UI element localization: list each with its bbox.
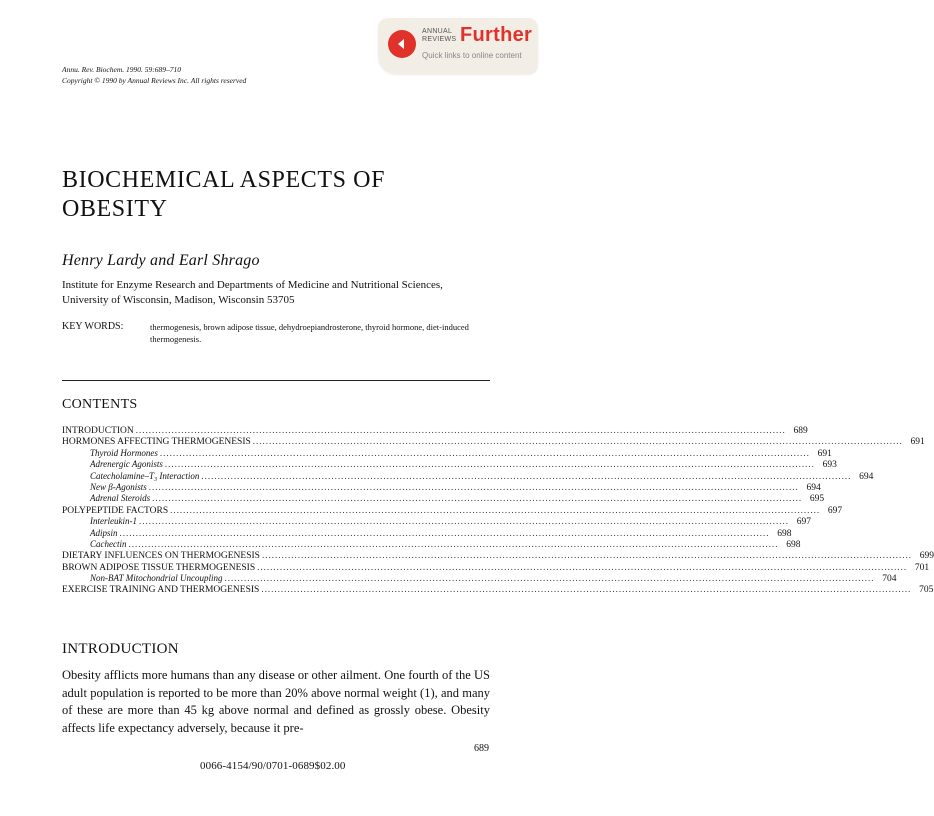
title-line-2: OBESITY	[62, 196, 168, 222]
toc-entry-label: New β-Agonists	[90, 481, 147, 492]
toc-entry	[62, 447, 832, 459]
toc-entry-label: Adipsin	[90, 527, 118, 538]
journal-citation	[62, 64, 246, 86]
toc-entry	[62, 538, 801, 550]
toc-leader-dots: ........................................................................................................................................................................................................	[128, 538, 779, 549]
toc-entry	[62, 459, 837, 471]
toc-entry-label: BROWN ADIPOSE TISSUE THERMOGENESIS	[62, 562, 256, 573]
section-divider	[62, 380, 490, 381]
toc-entry	[62, 584, 934, 596]
toc-entry-page: 698	[777, 528, 792, 539]
badge-reviews-text: REVIEWS	[422, 36, 457, 43]
article-title	[62, 166, 385, 224]
toc-entry	[62, 436, 925, 448]
affiliation-line-1: Institute for Enzyme Research and Departments of Medicine and Nutritional Sciences,	[62, 279, 443, 291]
toc-entry-page: 689	[793, 426, 808, 436]
affiliation-line-2: University of Wisconsin, Madison, Wisconsin 53705	[62, 294, 295, 306]
citation-line-1: Annu. Rev. Biochem. 1990. 59:689–710	[62, 65, 182, 74]
page-number: 689	[474, 743, 489, 754]
toc-entry-label: Non-BAT Mitochondrial Uncoupling	[90, 573, 223, 584]
toc-leader-dots: ........................................................................................................................................................................................................	[148, 481, 799, 492]
badge-publisher-name	[422, 28, 460, 44]
article-authors: Henry Lardy and Earl Shrago	[62, 252, 260, 269]
toc-entry-page: 699	[919, 551, 934, 562]
toc-entry-label: Thyroid Hormones	[90, 447, 158, 458]
badge-subtitle: Quick links to online content	[422, 51, 522, 60]
toc-entry-label: Interleukin-1	[90, 516, 137, 527]
toc-leader-dots: ........................................................................................................................................................................................................	[201, 470, 852, 481]
title-line-1: BIOCHEMICAL ASPECTS OF	[62, 167, 386, 193]
toc-leader-dots: ........................................................................................................................................................................................................	[135, 425, 786, 435]
introduction-paragraph: Obesity afflicts more humans than any disease or other ailment. One fourth of the US adult population is reported to be more than 20% above normal weight (1), and many of these are more than 45 kg above normal and defined as grossly obese. Obesity affects life expectancy adversely, because it pre-	[62, 668, 490, 735]
citation-line-2: Copyright © 1990 by Annual Reviews Inc. All rights reserved	[62, 76, 247, 85]
toc-leader-dots: ........................................................................................................................................................................................................	[261, 584, 912, 595]
keywords-text: thermogenesis, brown adipose tissue, dehydroepiandrosterone, thyroid hormone, diet-induced thermogenesis.	[150, 322, 469, 344]
toc-entry	[62, 470, 874, 482]
introduction-heading: INTRODUCTION	[62, 641, 179, 657]
toc-leader-dots: ........................................................................................................................................................................................................	[159, 447, 810, 458]
toc-entry-page: 705	[919, 585, 934, 596]
toc-leader-dots: ........................................................................................................................................................................................................	[170, 504, 821, 515]
toc-entry-page: 695	[809, 494, 825, 505]
toc-entry-page: 693	[822, 460, 837, 471]
toc-entry	[62, 481, 821, 493]
author-affiliation	[62, 278, 502, 308]
toc-entry-page: 691	[817, 448, 832, 459]
toc-entry	[62, 550, 934, 562]
toc-entry-page: 701	[914, 562, 930, 573]
toc-leader-dots: ........................................................................................................................................................................................................	[257, 561, 908, 572]
toc-leader-dots: ........................................................................................................................................................................................................	[252, 436, 903, 447]
toc-entry-page: 704	[882, 574, 897, 585]
toc-entry-page: 694	[806, 482, 821, 493]
toc-entry-label: INTRODUCTION	[62, 426, 134, 436]
toc-leader-dots: ........................................................................................................................................................................................................	[138, 516, 789, 527]
contents-heading: CONTENTS	[62, 397, 138, 412]
toc-entry-page: 694	[859, 471, 874, 482]
toc-leader-dots: ........................................................................................................................................................................................................	[119, 527, 770, 538]
toc-entry	[62, 504, 843, 516]
toc-entry-page: 698	[786, 539, 801, 550]
toc-leader-dots: ........................................................................................................................................................................................................	[152, 493, 803, 504]
toc-entry-label: Adrenal Steroids	[90, 493, 151, 504]
toc-entry	[62, 573, 897, 585]
toc-entry	[62, 561, 930, 573]
toc-entry-page: 697	[796, 517, 811, 528]
toc-entry-label: HORMONES AFFECTING THERMOGENESIS	[62, 437, 251, 448]
annual-reviews-further-badge[interactable]	[378, 18, 538, 74]
toc-entry-label: DIETARY INFLUENCES ON THERMOGENESIS	[62, 551, 260, 562]
toc-entry-page: 697	[827, 505, 843, 516]
play-arrow-icon[interactable]	[388, 30, 416, 58]
toc-leader-dots: ........................................................................................................................................................................................................	[224, 573, 875, 584]
toc-entry-label: Catecholamine–T₃ Interaction	[90, 470, 200, 481]
toc-entry	[62, 425, 808, 436]
badge-annual-text: ANNUAL	[422, 28, 453, 35]
toc-entry	[62, 493, 825, 505]
table-of-contents	[62, 425, 934, 596]
toc-entry-label: Cachectin	[90, 538, 127, 549]
toc-entry-label: Adrenergic Agonists	[90, 459, 163, 470]
toc-leader-dots: ........................................................................................................................................................................................................	[261, 550, 912, 561]
keywords-label: KEY WORDS:	[62, 321, 124, 332]
toc-entry-page: 691	[910, 437, 925, 448]
toc-entry-label: EXERCISE TRAINING AND THERMOGENESIS	[62, 585, 260, 596]
toc-entry-label: POLYPEPTIDE FACTORS	[62, 505, 169, 516]
footer-code: 0066-4154/90/0701-0689$02.00	[200, 760, 346, 772]
toc-entry	[62, 527, 792, 539]
badge-brand: Further	[460, 24, 533, 46]
toc-leader-dots: ........................................................................................................................................................................................................	[164, 459, 815, 470]
toc-entry	[62, 516, 811, 528]
